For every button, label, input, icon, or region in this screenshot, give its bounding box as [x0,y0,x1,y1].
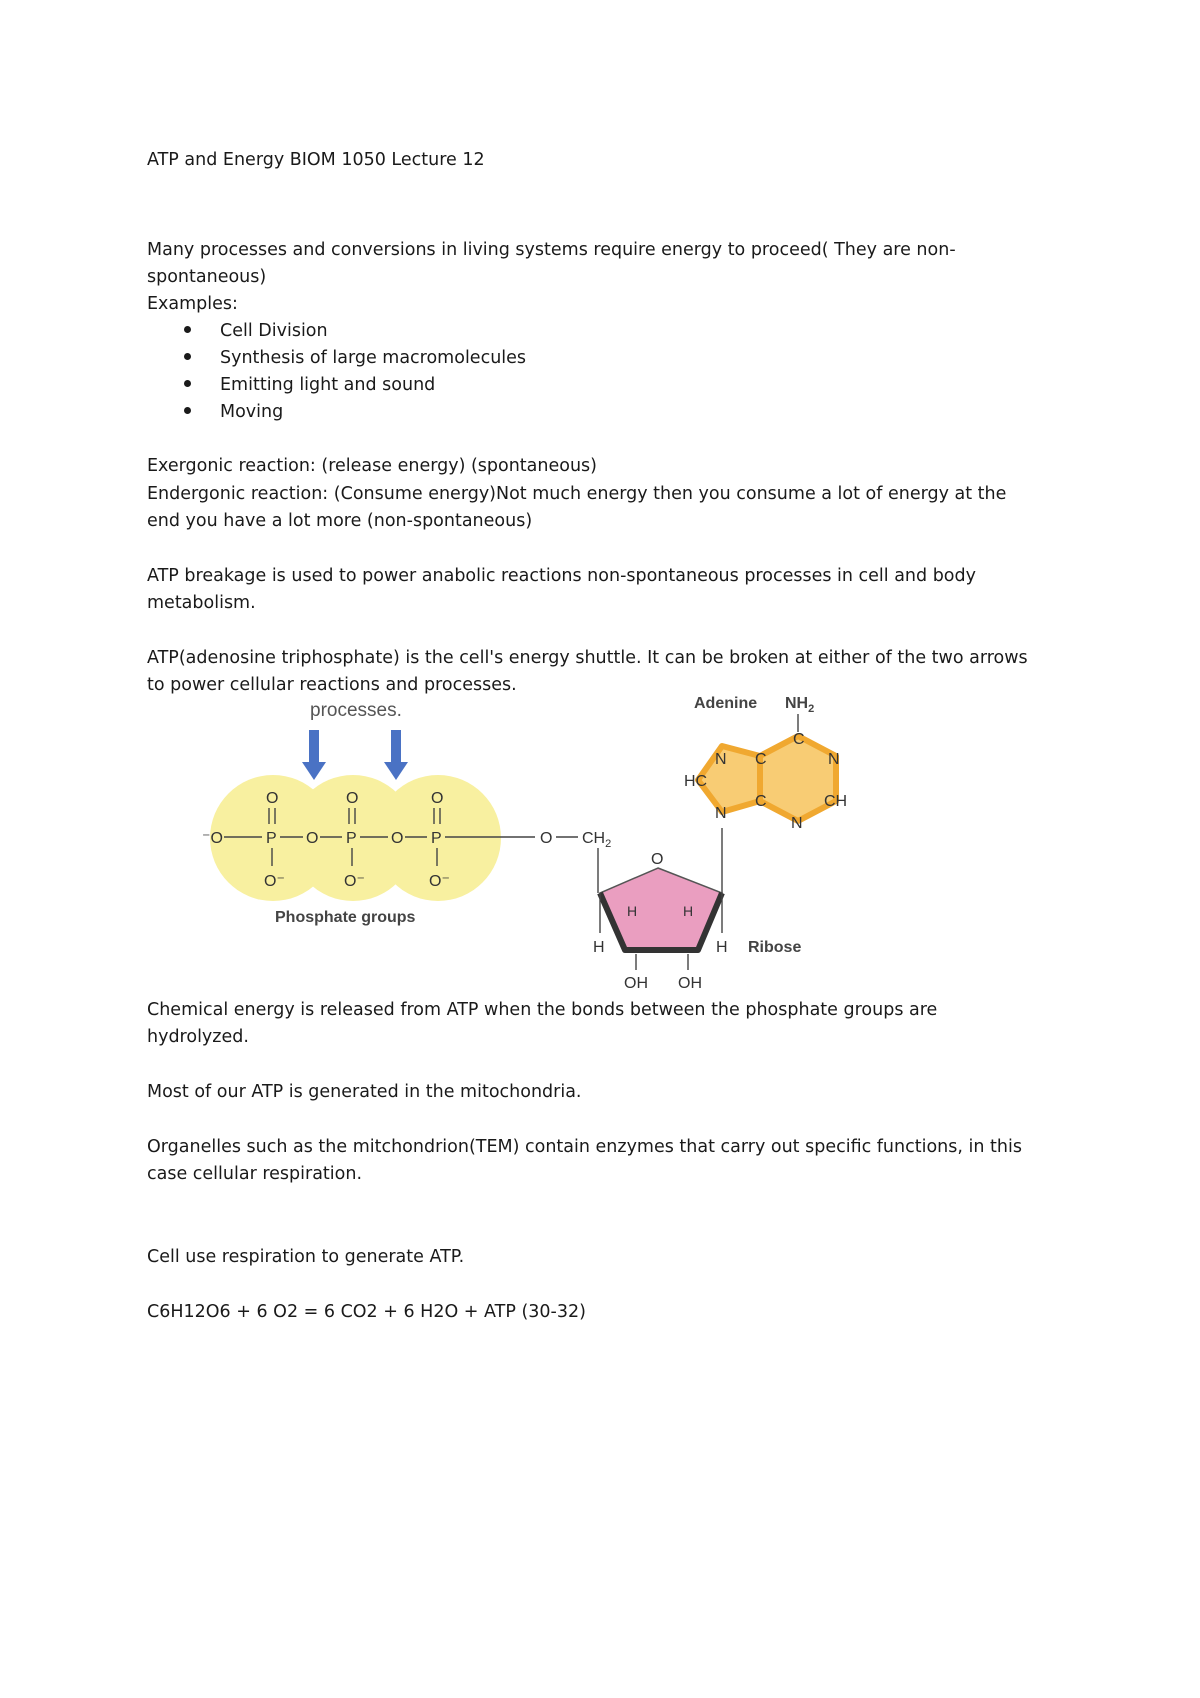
atp-breakage-line-2: metabolism. [147,593,256,613]
chemical-energy-line-2: hydrolyzed. [147,1027,249,1047]
atom-c: C [755,793,767,810]
bullet-dot [184,326,191,333]
bullet-dot [184,353,191,360]
atom-o: O [346,790,359,807]
atom-ch: CH [824,793,848,810]
atom-n: N [828,751,840,768]
atom-h: H [716,939,728,956]
atom-o: O [431,790,444,807]
atom-o: O [391,830,404,847]
atom-o: O [306,830,319,847]
atom-hc: HC [684,773,708,790]
atp-definition-line-2: to power cellular reactions and processes. [147,675,517,695]
atom-o: O [540,830,553,847]
respiration-line: Cell use respiration to generate ATP. [147,1247,465,1267]
atom-n: N [791,815,803,832]
mitochondria-line: Most of our ATP is generated in the mitochondria. [147,1082,582,1102]
endergonic-line-1: Endergonic reaction: (Consume energy)Not much energy then you consume a lot of energy at the [147,484,1007,504]
intro-line-2: spontaneous) [147,267,267,287]
atom-p: P [431,830,442,847]
atom-o-minus: O⁻ [429,873,450,890]
organelles-line-2: case cellular respiration. [147,1164,363,1184]
cleavage-arrow-2 [384,730,408,780]
adenine-label: Adenine [694,695,758,712]
organelles-line-1: Organelles such as the mitchondrion(TEM) contain enzymes that carry out specific functions, in this [147,1137,1022,1157]
atom-o-minus: ⁻O [202,830,223,847]
ring-oxygen: O [651,851,664,868]
exergonic-line: Exergonic reaction: (release energy) (spontaneous) [147,456,597,476]
atom-o-minus: O⁻ [344,873,365,890]
bullet-dot [184,380,191,387]
atom-ch2: $CH_2$ [582,830,612,850]
atom-oh: OH [678,975,702,992]
examples-label: Examples: [147,294,238,314]
atom-c: C [793,731,805,748]
atom-o: O [266,790,279,807]
example-item: Synthesis of large macromolecules [220,348,527,368]
doc-title: ATP and Energy BIOM 1050 Lecture 12 [147,150,485,170]
bullet-dot [184,407,191,414]
atp-diagram [200,688,848,998]
atom-h: H [627,903,638,919]
atp-structure-figure [200,688,848,998]
example-item: Emitting light and sound [220,375,436,395]
atom-n: N [715,751,727,768]
atom-p: P [266,830,277,847]
atom-p: P [346,830,357,847]
atom-h: H [593,939,605,956]
adenine-five-ring [698,746,760,812]
example-item: Moving [220,402,284,422]
atp-definition-line-1: ATP(adenosine triphosphate) is the cell's energy shuttle. It can be broken at either of the two arrows [147,648,1028,668]
cleavage-arrow-1 [302,730,326,780]
atom-oh: OH [624,975,648,992]
endergonic-line-2: end you have a lot more (non-spontaneous) [147,511,533,531]
atom-n: N [715,805,727,822]
intro-line-1: Many processes and conversions in living systems require energy to proceed( They are non- [147,240,956,260]
atp-breakage-line-1: ATP breakage is used to power anabolic reactions non-spontaneous processes in cell and body [147,566,976,586]
ribose-label: Ribose [748,939,802,956]
respiration-equation: C6H12O6 + 6 O2 = 6 CO2 + 6 H2O + ATP (30-32) [147,1302,586,1322]
processes-caption: processes. [310,700,402,721]
example-item: Cell Division [220,321,328,341]
atom-o-minus: O⁻ [264,873,285,890]
chemical-energy-line-1: Chemical energy is released from ATP when the bonds between the phosphate groups are [147,1000,938,1020]
atom-h: H [683,903,694,919]
atom-c: C [755,751,767,768]
nh2-label: $NH_2$ [785,695,815,715]
phosphate-groups-label: Phosphate groups [275,909,416,926]
